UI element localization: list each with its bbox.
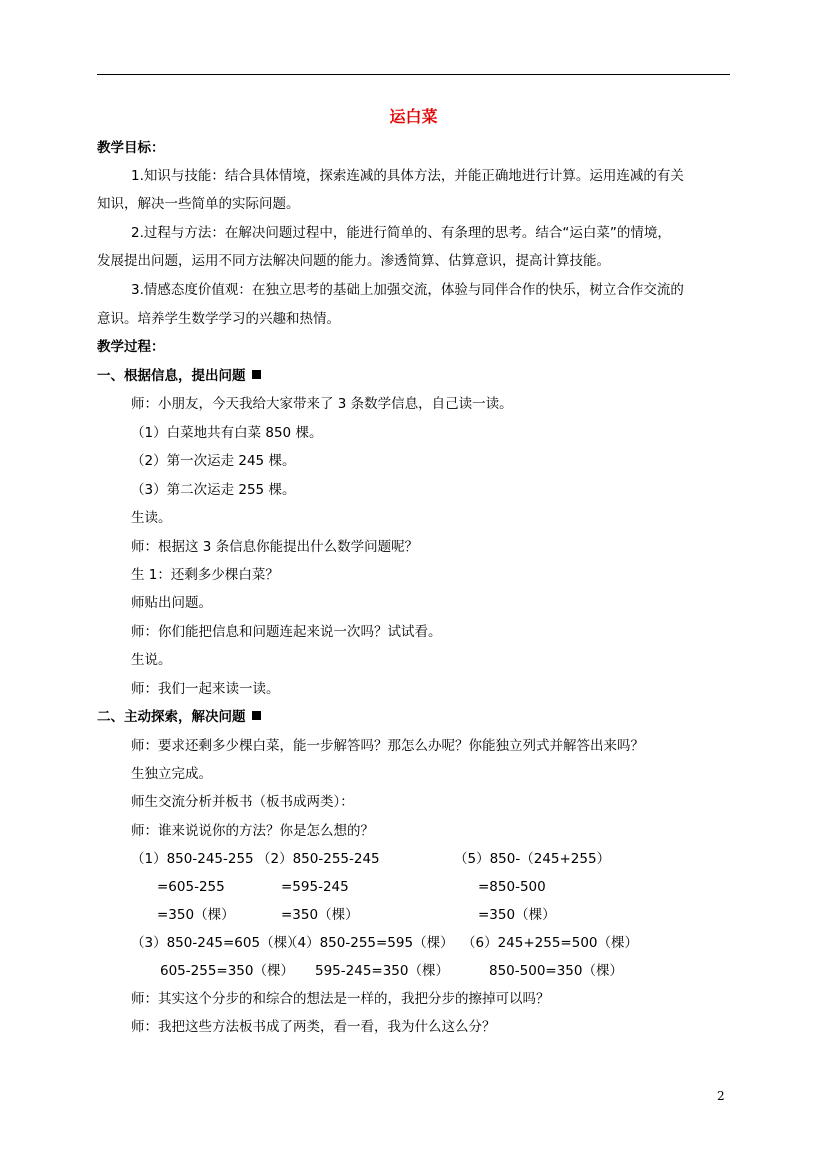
goal-line: 知识，解决一些简单的实际问题。: [97, 196, 300, 212]
dialogue-line: 师生交流分析并板书（板书成两类）：: [131, 794, 354, 810]
dialogue-line: 师：你们能把信息和问题连起来说一次吗？试试看。: [131, 624, 442, 640]
part1-heading: 一、根据信息，提出问题: [97, 368, 261, 384]
goal-line: 3.情感态度价值观：在独立思考的基础上加强交流，体验与同伴合作的快乐，树立合作交流的: [131, 282, 684, 298]
calc-method-4: （4）850-255=595（棵）: [284, 935, 454, 951]
header-rule: [97, 74, 730, 75]
square-bullet-icon: [252, 370, 261, 379]
calc-method-6: （6）245+255=500（棵）: [462, 935, 639, 951]
page-number: 2: [717, 1089, 725, 1103]
dialogue-line: 生说。: [131, 652, 172, 668]
goal-line: 意识。培养学生数学学习的兴趣和热情。: [97, 311, 340, 327]
section-goals-heading: 教学目标：: [97, 140, 165, 156]
dialogue-line: （2）第一次运走 245 棵。: [131, 453, 296, 469]
page-title: 运白菜: [389, 107, 438, 126]
calc-step: 595-245=350（棵）: [315, 963, 449, 979]
goal-line: 2.过程与方法：在解决问题过程中，能进行简单的、有条理的思考。结合“运白菜”的情境，: [131, 225, 671, 241]
calc-step: =605-255: [157, 879, 225, 895]
dialogue-line: 师：我们一起来读一读。: [131, 681, 280, 697]
calc-step: 605-255=350（棵）: [160, 963, 294, 979]
dialogue-line: 师：我把这些方法板书成了两类，看一看，我为什么这么分？: [131, 1019, 496, 1035]
dialogue-line: 师：根据这 3 条信息你能提出什么数学问题呢？: [131, 539, 419, 555]
calc-result: =350（棵）: [157, 907, 235, 923]
goal-line: 发展提出问题，运用不同方法解决问题的能力。渗透简算、估算意识，提高计算技能。: [97, 253, 610, 269]
part2-heading: 二、主动探索，解决问题: [97, 709, 261, 725]
dialogue-line: 师：其实这个分步的和综合的想法是一样的，我把分步的擦掉可以吗？: [131, 991, 550, 1007]
calc-step: 850-500=350（棵）: [489, 963, 623, 979]
dialogue-line: 师：小朋友，今天我给大家带来了 3 条数学信息，自己读一读。: [131, 396, 513, 412]
calc-method-1: （1）850-245-255: [131, 851, 254, 867]
dialogue-line: （1）白菜地共有白菜 850 棵。: [131, 425, 323, 441]
dialogue-line: 师：谁来说说你的方法？你是怎么想的？: [131, 823, 374, 839]
calc-step: =850-500: [478, 879, 546, 895]
dialogue-line: （3）第二次运走 255 棵。: [131, 482, 296, 498]
dialogue-line: 生独立完成。: [131, 766, 212, 782]
dialogue-line: 生读。: [131, 510, 172, 526]
calc-method-3: （3）850-245=605（棵）: [131, 935, 301, 951]
dialogue-line: 生 1：还剩多少棵白菜？: [131, 567, 279, 583]
calc-result: =350（棵）: [478, 907, 556, 923]
calc-method-2: （2）850-255-245: [257, 851, 380, 867]
calc-step: =595-245: [281, 879, 349, 895]
calc-method-5: （5）850-（245+255）: [454, 851, 611, 867]
section-process-heading: 教学过程：: [97, 339, 165, 355]
calc-result: =350（棵）: [281, 907, 359, 923]
dialogue-line: 师贴出问题。: [131, 595, 212, 611]
dialogue-line: 师：要求还剩多少棵白菜，能一步解答吗？那怎么办呢？你能独立列式并解答出来吗？: [131, 738, 644, 754]
square-bullet-icon: [252, 711, 261, 720]
goal-line: 1.知识与技能：结合具体情境，探索连减的具体方法，并能正确地进行计算。运用连减的有关: [131, 168, 684, 184]
